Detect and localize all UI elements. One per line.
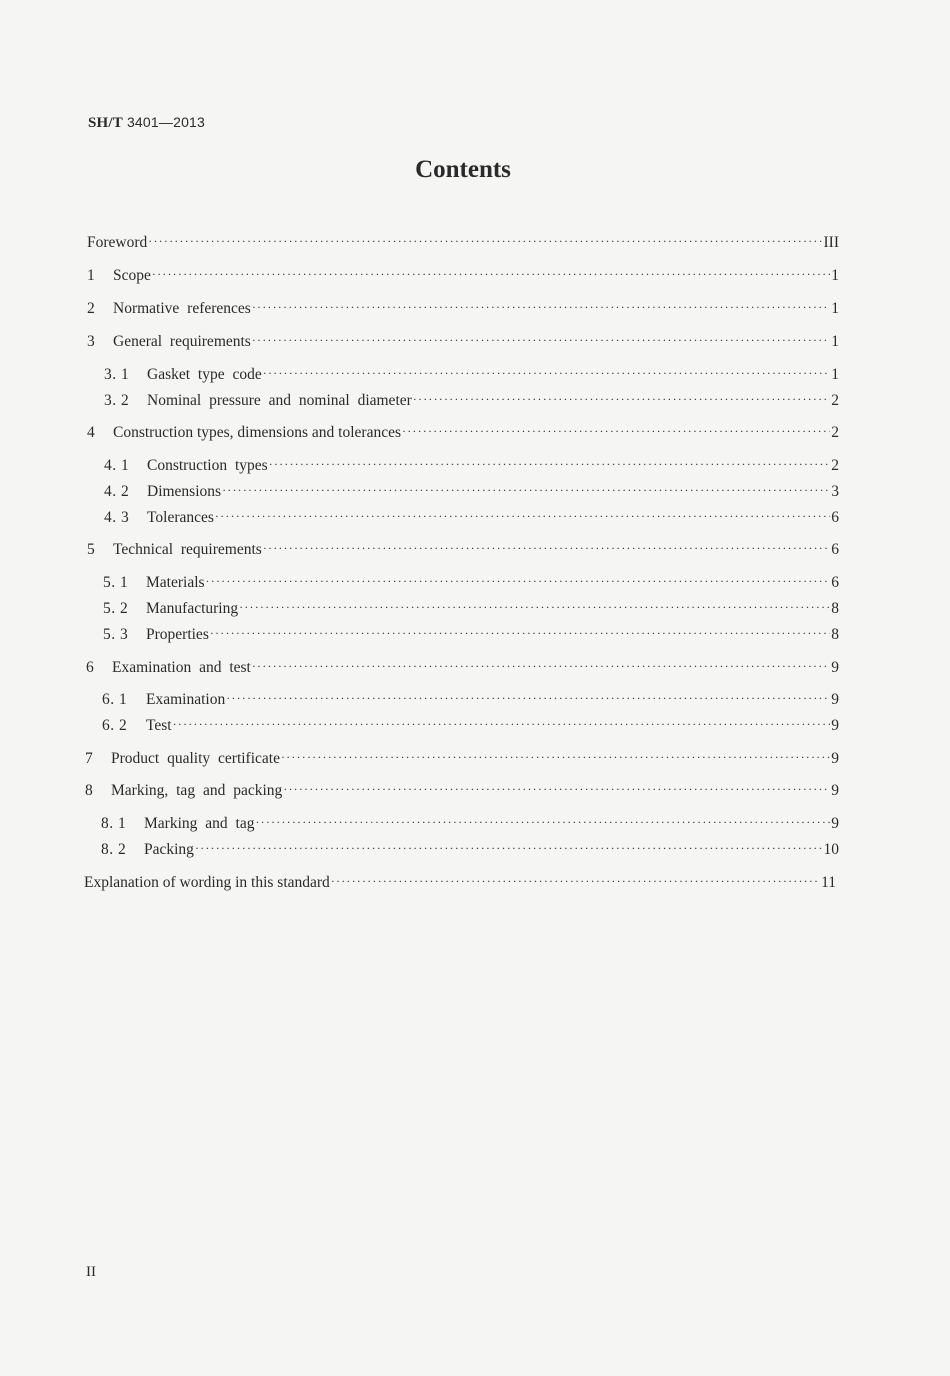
toc-entry-number: 6 [86, 659, 95, 676]
toc-entry-5-2[interactable] [103, 598, 839, 620]
footer-page-number: II [86, 1264, 96, 1280]
toc-entry-3[interactable] [87, 331, 839, 353]
toc-entry-number: 5. 3 [103, 626, 129, 643]
toc-entry-label: Materials [146, 574, 205, 591]
toc-leader [215, 505, 830, 527]
toc-leader [402, 420, 830, 442]
toc-entry-number: 6. 1 [102, 691, 128, 708]
toc-entry-number: 3. 1 [104, 366, 130, 383]
toc-entry-label: Manufacturing [146, 600, 239, 617]
toc-entry-explanation[interactable] [84, 872, 836, 894]
toc-leader [206, 570, 831, 592]
toc-entry-number: 5 [87, 541, 96, 558]
toc-page-number: 9 [831, 782, 839, 799]
toc-entry-label: Product quality certificate [111, 750, 280, 767]
toc-leader [148, 230, 822, 252]
toc-page-number: 8 [831, 626, 839, 643]
toc-leader [152, 263, 830, 285]
toc-page-number: 8 [831, 600, 839, 617]
standard-header [88, 114, 205, 132]
toc-leader [252, 329, 830, 351]
toc-leader [283, 778, 830, 800]
toc-entry-number: 3 [87, 333, 96, 350]
toc-entry-6-1[interactable] [102, 689, 839, 711]
toc-page-number: 9 [831, 691, 839, 708]
toc-entry-number: 3. 2 [104, 392, 130, 409]
toc-page-number: 2 [831, 392, 839, 409]
toc-entry-5[interactable] [87, 539, 839, 561]
toc-entry-label: Properties [146, 626, 209, 643]
toc-entry-label: Technical requirements [113, 541, 262, 558]
toc-entry-number: 8. 1 [101, 815, 127, 832]
toc-leader [255, 811, 830, 833]
toc-entry-number: 5. 1 [103, 574, 129, 591]
toc-entry-number: 4. 3 [104, 509, 130, 526]
toc-entry-4-3[interactable] [104, 507, 839, 529]
toc-leader [269, 453, 831, 475]
toc-page-number: 1 [831, 333, 839, 350]
toc-entry-1[interactable] [87, 265, 839, 287]
toc-entry-5-1[interactable] [103, 572, 839, 594]
toc-leader [239, 596, 830, 618]
toc-page-number: 6 [831, 574, 839, 591]
toc-page-number: 1 [831, 267, 839, 284]
toc-entry-7[interactable] [85, 748, 839, 770]
toc-entry-label: Tolerances [147, 509, 214, 526]
toc-entry-label: Marking, tag and packing [111, 782, 283, 799]
toc-entry-label: Test [146, 717, 172, 734]
toc-entry-6-2[interactable] [102, 715, 839, 737]
page-title: Contents [415, 156, 511, 183]
toc-entry-label: Gasket type code [147, 366, 262, 383]
toc-leader [226, 687, 830, 709]
toc-entry-6[interactable] [86, 657, 839, 679]
toc-page-number: 11 [821, 874, 836, 891]
toc-page-number: 9 [831, 750, 839, 767]
toc-entry-label: Examination [146, 691, 226, 708]
toc-entry-label: General requirements [113, 333, 251, 350]
toc-page-number: 9 [831, 717, 839, 734]
toc-page-number: 9 [831, 815, 839, 832]
toc-entry-label: Marking and tag [144, 815, 255, 832]
toc-entry-label: Foreword [87, 234, 148, 251]
toc-entry-label: Nominal pressure and nominal diameter [147, 392, 412, 409]
standard-number: 3401—2013 [126, 114, 206, 130]
toc-page-number: 9 [831, 659, 839, 676]
toc-entry-label: Explanation of wording in this standard [84, 874, 330, 891]
toc-page-number: 3 [831, 483, 839, 500]
toc-page-number: 2 [831, 457, 839, 474]
toc-entry-number: 4. 2 [104, 483, 130, 500]
toc-entry-label: Dimensions [147, 483, 222, 500]
toc-entry-number: 2 [87, 300, 96, 317]
toc-leader [173, 713, 831, 735]
toc-entry-number: 7 [85, 750, 94, 767]
toc-entry-label: Examination and test [112, 659, 251, 676]
toc-leader [195, 837, 823, 859]
toc-entry-3-2[interactable] [104, 390, 839, 412]
toc-leader [413, 388, 830, 410]
toc-entry-8-2[interactable] [101, 839, 839, 861]
toc-entry-label: Construction types [147, 457, 268, 474]
toc-entry-3-1[interactable] [104, 364, 839, 386]
toc-page-number: 2 [831, 424, 839, 441]
toc-page-number: 10 [823, 841, 839, 858]
toc-entry-number: 6. 2 [102, 717, 128, 734]
toc-entry-5-3[interactable] [103, 624, 839, 646]
toc-leader [263, 537, 830, 559]
toc-leader [210, 622, 830, 644]
toc-entry-2[interactable] [87, 298, 839, 320]
toc-entry-label: Packing [144, 841, 194, 858]
toc-page-number: 6 [831, 541, 839, 558]
toc-leader [252, 655, 830, 677]
toc-page-number: 1 [831, 366, 839, 383]
toc-entry-number: 8. 2 [101, 841, 127, 858]
toc-leader [263, 362, 831, 384]
toc-entry-8-1[interactable] [101, 813, 839, 835]
toc-entry-label: Normative references [113, 300, 251, 317]
toc-entry-label: Construction types, dimensions and tolerances [113, 424, 401, 441]
toc-entry-foreword[interactable] [87, 232, 839, 254]
toc-entry-number: 1 [87, 267, 96, 284]
toc-page-number: III [823, 234, 839, 251]
toc-leader [281, 746, 830, 768]
toc-leader [252, 296, 830, 318]
toc-entry-4-2[interactable] [104, 481, 839, 503]
toc-entry-8[interactable] [85, 780, 839, 802]
toc-page-number: 6 [831, 509, 839, 526]
toc-entry-number: 4. 1 [104, 457, 130, 474]
toc-entry-number: 8 [85, 782, 94, 799]
toc-entry-label: Scope [113, 267, 151, 284]
toc-page-number: 1 [831, 300, 839, 317]
toc-entry-4-1[interactable] [104, 455, 839, 477]
toc-leader [222, 479, 830, 501]
toc-leader [331, 870, 820, 892]
standard-code: SH/T [88, 115, 123, 131]
toc-entry-number: 4 [87, 424, 96, 441]
toc-entry-number: 5. 2 [103, 600, 129, 617]
toc-entry-4[interactable] [87, 422, 839, 444]
